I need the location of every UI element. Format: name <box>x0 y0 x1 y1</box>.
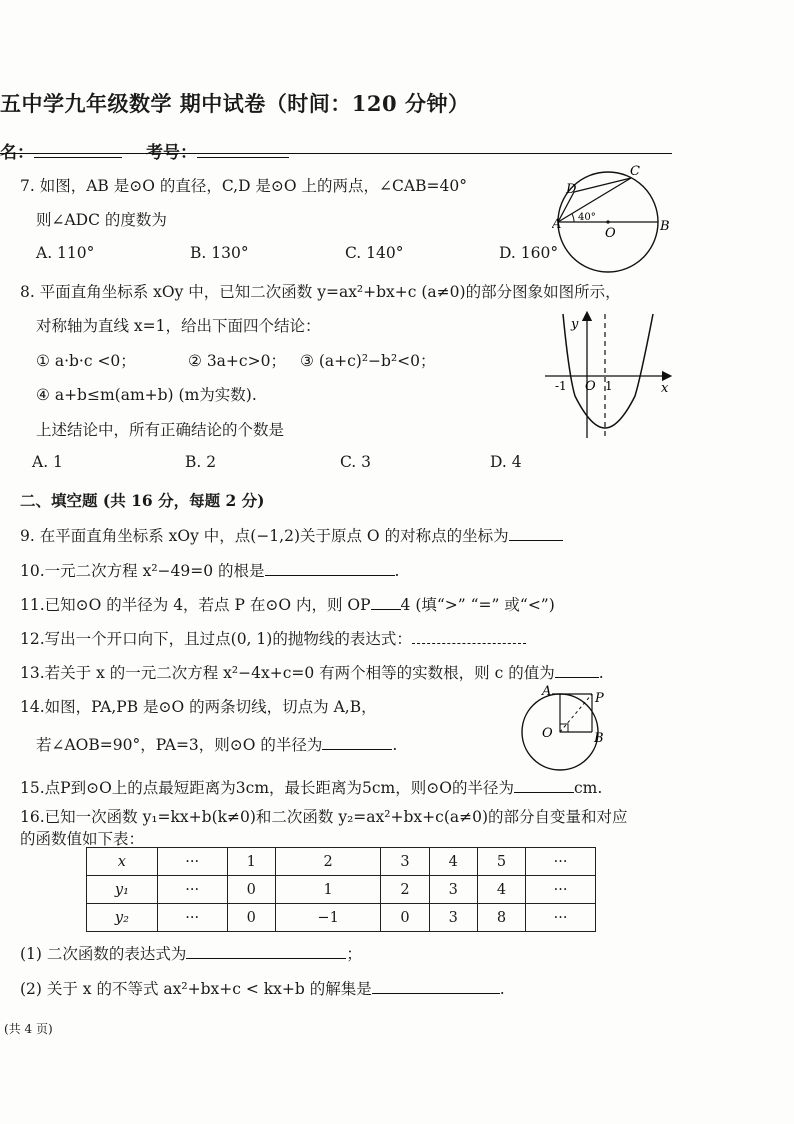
label-a: A <box>542 684 552 699</box>
label-b: B <box>660 219 670 234</box>
table-cell: 4 <box>429 848 477 876</box>
q11-text: 11.已知⊙O 的半径为 4，若点 P 在⊙O 内，则 OP <box>20 596 371 614</box>
q10: 10.一元二次方程 x²−49=0 的根是 . <box>20 562 400 580</box>
table-cell: x <box>87 848 158 876</box>
header-rule <box>0 153 672 154</box>
table-cell: 0 <box>227 904 275 932</box>
segment-op <box>560 694 592 732</box>
table-cell: ··· <box>157 848 227 876</box>
table-cell: 1 <box>227 848 275 876</box>
q8-option-d: D. 4 <box>490 453 522 471</box>
q8-axis: 对称轴为直线 x=1，给出下面四个结论： <box>36 317 321 335</box>
q13 <box>20 661 604 683</box>
q10-text: 10.一元二次方程 x²−49=0 的根是 <box>20 562 265 580</box>
label-origin: O <box>585 379 596 394</box>
q7-stem: 7. 如图，AB 是⊙O 的直径，C,D 是⊙O 上的两点，∠CAB=40° <box>20 177 467 195</box>
table-cell: ··· <box>157 904 227 932</box>
q13-text: 13.若关于 x 的一元二次方程 x²−4x+c=0 有两个相等的实数根，则 c 的值为 <box>20 664 555 682</box>
q16-part-1-end: ； <box>346 945 362 963</box>
q14-text: 若∠AOB=90°，PA=3，则⊙O 的半径为 <box>36 736 323 754</box>
q8-conclusion-4: ④ a+b≤m(am+b) (m为实数). <box>36 386 257 404</box>
q11-text-end: 4 (填“>” “=” 或“<”) <box>400 596 555 614</box>
table-cell: 2 <box>275 848 380 876</box>
name-label: 名： <box>0 143 34 163</box>
q9-blank <box>509 526 563 541</box>
table-cell: 0 <box>227 876 275 904</box>
q8-option-a: A. 1 <box>32 453 63 471</box>
q16-part-1 <box>20 942 362 964</box>
label-one: 1 <box>605 379 613 393</box>
q16-line-1: 16.已知一次函数 y₁=kx+b(k≠0)和二次函数 y₂=ax²+bx+c(a≠0)的部分自变量和对应 <box>20 808 628 826</box>
label-o: O <box>542 726 553 741</box>
angle-arc <box>572 214 574 222</box>
q14-line-2: 若∠AOB=90°，PA=3，则⊙O 的半径为 . <box>36 736 398 754</box>
q16-part-2-end: . <box>499 980 505 998</box>
q12-text: 12.写出一个开口向下，且过点(0, 1)的抛物线的表达式： <box>20 630 412 648</box>
q10-blank <box>265 561 395 576</box>
label-angle: 40° <box>578 212 596 223</box>
exam-number-label: 考号： <box>146 143 197 163</box>
table-cell: −1 <box>275 904 380 932</box>
table-cell: 1 <box>275 876 380 904</box>
label-x: x <box>661 381 669 396</box>
q7-option-b: B. 130° <box>190 244 249 262</box>
table-cell: 4 <box>477 876 525 904</box>
q15 <box>20 776 602 798</box>
label-c: C <box>630 164 640 179</box>
q16-part-2-blank <box>372 979 500 994</box>
q13-text-end: . <box>598 664 604 682</box>
q16-part-2 <box>20 977 505 999</box>
table-cell: ··· <box>526 876 596 904</box>
q14-blank <box>322 735 392 750</box>
q9-text: 9. 在平面直角坐标系 xOy 中，点(−1,2)关于原点 O 的对称点的坐标为 <box>20 527 509 545</box>
table-cell: ··· <box>526 904 596 932</box>
label-a: A <box>552 217 562 232</box>
q8-conclusion-1: ① a·b·c <0； <box>36 352 136 370</box>
label-p: P <box>595 691 604 706</box>
q8-conclusion-2: ② 3a+c>0； <box>188 352 286 370</box>
q11 <box>20 593 555 615</box>
name-blank <box>34 143 122 158</box>
table-row <box>87 876 596 904</box>
table-cell: ··· <box>157 876 227 904</box>
label-b: B <box>594 731 604 746</box>
q15-text-end: cm. <box>573 779 603 797</box>
exam-number-blank <box>197 143 289 158</box>
q7-option-a: A. 110° <box>36 244 95 262</box>
q14-tangent-figure <box>512 684 622 774</box>
q8-ask: 上述结论中，所有正确结论的个数是 <box>36 421 285 439</box>
table-row <box>87 904 596 932</box>
q7-circle-figure <box>552 160 672 290</box>
label-y: y <box>571 317 579 332</box>
name-field <box>0 138 122 163</box>
table-cell: 5 <box>477 848 525 876</box>
q8-option-b: B. 2 <box>185 453 217 471</box>
q8-conclusion-3: ③ (a+c)²−b²<0； <box>300 352 436 370</box>
table-cell: ··· <box>526 848 596 876</box>
section-fill-in-title: 二、填空题 (共 16 分，每题 2 分) <box>20 491 265 510</box>
q9 <box>20 524 563 546</box>
label-neg1: -1 <box>555 379 567 393</box>
table-cell: 3 <box>429 876 477 904</box>
table-cell: 0 <box>381 904 429 932</box>
q15-blank <box>514 778 574 793</box>
q8-stem: 8. 平面直角坐标系 xOy 中，已知二次函数 y=ax²+bx+c (a≠0)的部分图象如图所示， <box>20 283 621 301</box>
q7-option-d: D. 160° <box>499 244 559 262</box>
q13-blank <box>555 663 599 678</box>
q16-part-1-blank <box>186 944 346 959</box>
table-row <box>87 848 596 876</box>
q12 <box>20 627 526 649</box>
chord-dc <box>574 178 631 192</box>
q7-ask: 则∠ADC 的度数为 <box>36 211 167 229</box>
exam-number-field <box>146 138 289 163</box>
label-d: D <box>566 182 577 197</box>
q14-line-1: 14.如图，PA,PB 是⊙O 的两条切线，切点为 A,B， <box>20 698 377 716</box>
q8-parabola-figure <box>545 310 675 440</box>
q16-part-2-text: (2) 关于 x 的不等式 ax²+bx+c < kx+b 的解集是 <box>20 980 372 998</box>
q16-value-table <box>86 847 596 932</box>
q7-option-c: C. 140° <box>345 244 404 262</box>
q12-blank <box>412 629 526 644</box>
exam-title: 五中学九年级数学 期中试卷（时间：120 分钟） <box>0 91 470 116</box>
table-cell: y₂ <box>87 904 158 932</box>
table-cell: 2 <box>381 876 429 904</box>
table-cell: y₁ <box>87 876 158 904</box>
table-cell: 3 <box>429 904 477 932</box>
q16-line-2: 的函数值如下表： <box>20 830 145 848</box>
table-cell: 3 <box>381 848 429 876</box>
q15-text: 15.点P到⊙O上的点最短距离为3cm，最长距离为5cm，则⊙O的半径为 <box>20 779 514 797</box>
label-o: O <box>605 226 616 241</box>
q8-option-c: C. 3 <box>340 453 372 471</box>
table-cell: 8 <box>477 904 525 932</box>
q11-blank <box>371 595 401 610</box>
center-dot <box>606 220 609 223</box>
q16-part-1-text: (1) 二次函数的表达式为 <box>20 945 187 963</box>
page-count-footer: (共 4 页) <box>4 1022 53 1036</box>
